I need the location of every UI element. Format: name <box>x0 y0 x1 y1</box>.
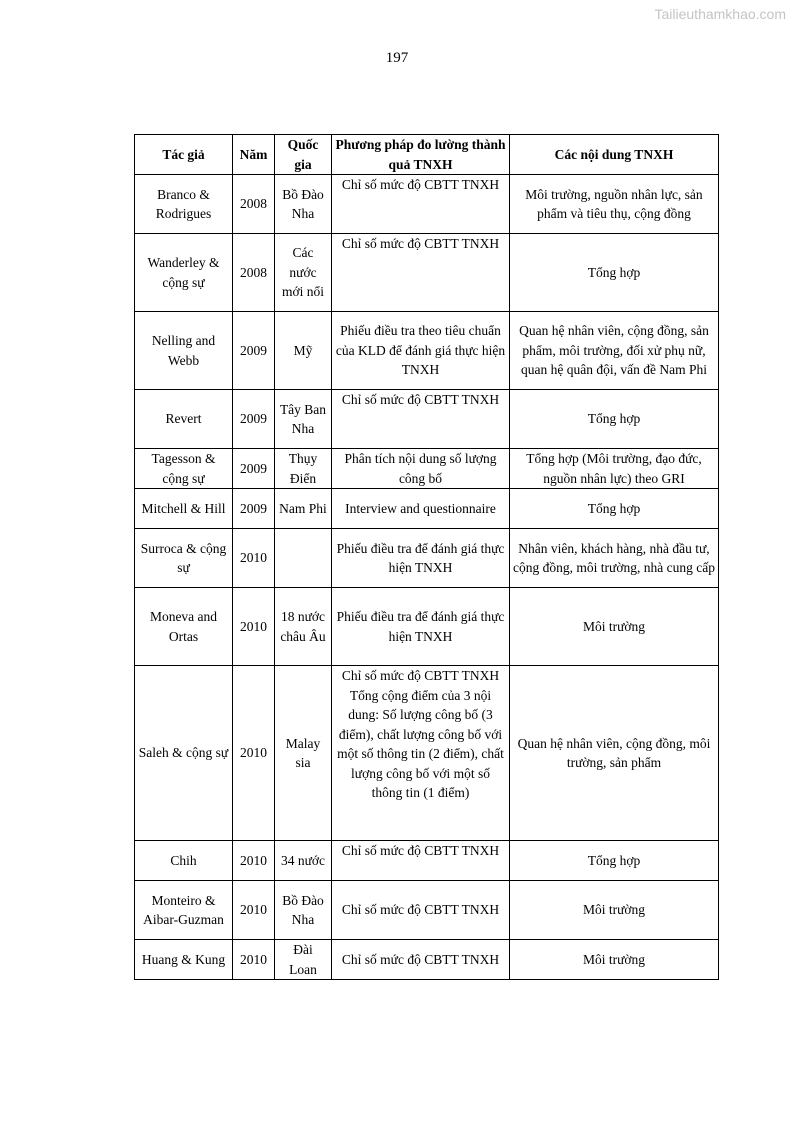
cell-content: Quan hệ nhân viên, cộng đồng, môi trường, sản phẩm <box>510 666 719 841</box>
table-row <box>135 881 719 940</box>
cell-country <box>275 529 332 588</box>
cell-year: 2009 <box>233 390 275 449</box>
cell-author: Moneva and Ortas <box>135 588 233 666</box>
cell-country: Mỹ <box>275 312 332 390</box>
table-header-row <box>135 135 719 175</box>
table-row <box>135 666 719 841</box>
table-row <box>135 841 719 881</box>
cell-content: Quan hệ nhân viên, cộng đồng, sản phẩm, môi trường, đối xử phụ nữ, quan hệ quân đội, vấn đề Nam Phi <box>510 312 719 390</box>
cell-country: Malay sia <box>275 666 332 841</box>
cell-content: Môi trường <box>510 588 719 666</box>
cell-year: 2009 <box>233 312 275 390</box>
cell-method: Chỉ số mức độ CBTT TNXH <box>332 881 510 940</box>
cell-year: 2010 <box>233 588 275 666</box>
cell-country: Bồ Đào Nha <box>275 175 332 234</box>
cell-method: Chỉ số mức độ CBTT TNXH <box>332 940 510 980</box>
cell-author: Revert <box>135 390 233 449</box>
cell-author: Wanderley & cộng sự <box>135 234 233 312</box>
cell-country: Tây Ban Nha <box>275 390 332 449</box>
cell-year: 2009 <box>233 449 275 489</box>
cell-author: Branco & Rodrigues <box>135 175 233 234</box>
table-row <box>135 940 719 980</box>
table-row <box>135 312 719 390</box>
table-row <box>135 588 719 666</box>
cell-country: Đài Loan <box>275 940 332 980</box>
cell-method: Interview and questionnaire <box>332 489 510 529</box>
table-row <box>135 234 719 312</box>
cell-method: Chỉ số mức độ CBTT TNXH <box>332 234 510 312</box>
page-number: 197 <box>385 50 409 66</box>
cell-author: Saleh & cộng sự <box>135 666 233 841</box>
cell-content: Môi trường <box>510 940 719 980</box>
table-row <box>135 390 719 449</box>
cell-content: Tổng hợp (Môi trường, đạo đức, nguồn nhân lực) theo GRI <box>510 449 719 489</box>
cell-year: 2010 <box>233 881 275 940</box>
cell-country: Các nước mới nổi <box>275 234 332 312</box>
watermark: Tailieuthamkhao.com <box>654 6 786 22</box>
cell-author: Huang & Kung <box>135 940 233 980</box>
cell-content: Môi trường, nguồn nhân lực, sản phẩm và tiêu thụ, cộng đồng <box>510 175 719 234</box>
cell-year: 2008 <box>233 234 275 312</box>
cell-year: 2010 <box>233 666 275 841</box>
cell-content: Tổng hợp <box>510 234 719 312</box>
cell-method: Phiếu điều tra theo tiêu chuẩn của KLD để đánh giá thực hiện TNXH <box>332 312 510 390</box>
cell-author: Surroca & cộng sự <box>135 529 233 588</box>
cell-content: Nhân viên, khách hàng, nhà đầu tư, cộng đồng, môi trường, nhà cung cấp <box>510 529 719 588</box>
table-row <box>135 449 719 489</box>
cell-country: Bồ Đào Nha <box>275 881 332 940</box>
cell-country: Nam Phi <box>275 489 332 529</box>
cell-country: 18 nước châu Âu <box>275 588 332 666</box>
cell-author: Tagesson & cộng sự <box>135 449 233 489</box>
literature-table <box>134 134 719 980</box>
table-row <box>135 489 719 529</box>
cell-author: Nelling and Webb <box>135 312 233 390</box>
cell-year: 2010 <box>233 529 275 588</box>
cell-year: 2010 <box>233 940 275 980</box>
cell-method: Phiếu điều tra để đánh giá thực hiện TNXH <box>332 529 510 588</box>
cell-author: Chih <box>135 841 233 881</box>
cell-method: Chỉ số mức độ CBTT TNXH <box>332 390 510 449</box>
header-country: Quốc gia <box>275 135 332 175</box>
cell-method: Phiếu điều tra để đánh giá thực hiện TNXH <box>332 588 510 666</box>
header-author: Tác giả <box>135 135 233 175</box>
table-row <box>135 529 719 588</box>
cell-country: Thụy Điển <box>275 449 332 489</box>
header-content: Các nội dung TNXH <box>510 135 719 175</box>
header-year: Năm <box>233 135 275 175</box>
cell-method: Chỉ số mức độ CBTT TNXH Tổng cộng điểm của 3 nội dung: Số lượng công bố (3 điểm), chất lượng công bố với một số thông tin (2 điểm), chất lượng công bố với một số thông tin (1 điểm) <box>332 666 510 841</box>
cell-content: Tổng hợp <box>510 489 719 529</box>
cell-author: Monteiro & Aibar-Guzman <box>135 881 233 940</box>
cell-method: Phân tích nội dung số lượng công bố <box>332 449 510 489</box>
cell-author: Mitchell & Hill <box>135 489 233 529</box>
cell-method: Chỉ số mức độ CBTT TNXH <box>332 841 510 881</box>
cell-content: Tổng hợp <box>510 390 719 449</box>
table-row <box>135 175 719 234</box>
cell-content: Môi trường <box>510 881 719 940</box>
cell-year: 2010 <box>233 841 275 881</box>
cell-year: 2009 <box>233 489 275 529</box>
cell-method: Chỉ số mức độ CBTT TNXH <box>332 175 510 234</box>
cell-country: 34 nước <box>275 841 332 881</box>
header-method: Phương pháp đo lường thành quả TNXH <box>332 135 510 175</box>
cell-year: 2008 <box>233 175 275 234</box>
cell-content: Tổng hợp <box>510 841 719 881</box>
